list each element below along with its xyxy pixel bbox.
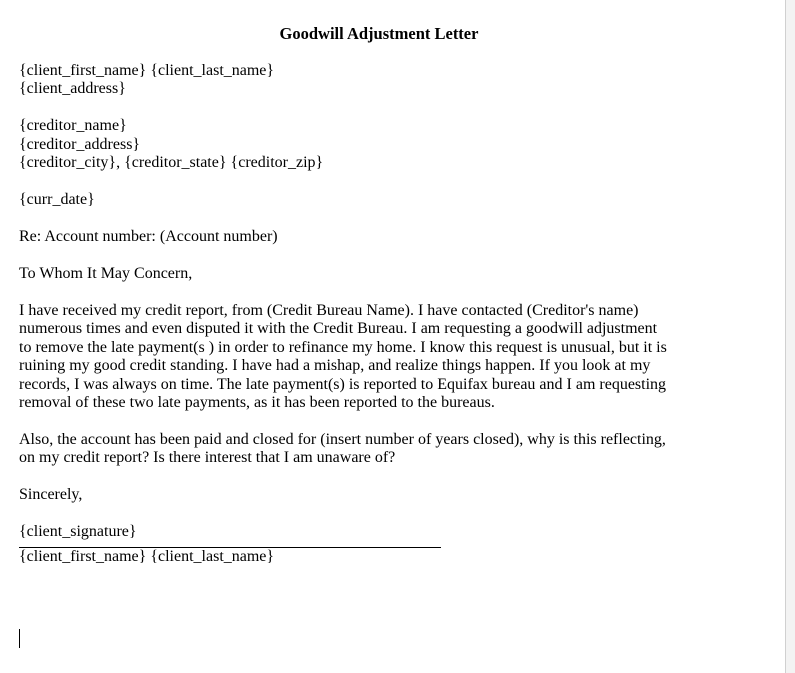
creditor-name-line: {creditor_name}	[19, 117, 127, 135]
paragraph1-line: numerous times and even disputed it with the Credit Bureau. I am requesting a goodwill adjustment	[19, 320, 658, 338]
text-cursor	[19, 629, 20, 648]
date-line: {curr_date}	[19, 191, 95, 209]
paragraph1-line: records, I was always on time. The late payment(s) is reported to Equifax bureau and I am requesting	[19, 375, 667, 393]
client-address-line: {client_address}	[19, 80, 126, 98]
blank-line	[19, 99, 749, 118]
document-title: Goodwill Adjustment Letter	[279, 24, 479, 43]
paragraph1-line: removal of these two late payments, as it has been reported to the bureaus.	[19, 394, 495, 412]
letter-body[interactable]	[19, 62, 749, 566]
blank-line	[19, 412, 749, 431]
blank-line	[19, 247, 749, 266]
salutation-line: To Whom It May Concern,	[19, 265, 193, 283]
paragraph2-line: Also, the account has been paid and closed for (insert number of years closed), why is this reflecting,	[19, 431, 666, 449]
paragraph1-line: to remove the late payment(s ) in order to refinance my home. I know this request is unusual, but it is	[19, 338, 667, 356]
closing-line: Sincerely,	[19, 486, 83, 504]
blank-line	[19, 505, 749, 524]
re-line: Re: Account number: (Account number)	[19, 228, 278, 246]
paragraph1-line: ruining my good credit standing. I have had a mishap, and realize things happen. If you look at my	[19, 357, 651, 375]
signer-name-line: {client_first_name} {client_last_name}	[19, 547, 275, 565]
creditor-city-line: {creditor_city}, {creditor_state} {creditor_zip}	[19, 154, 324, 172]
signature-placeholder: {client_signature}	[19, 523, 137, 541]
creditor-address-line: {creditor_address}	[19, 135, 141, 153]
blank-line	[19, 210, 749, 229]
blank-line	[19, 173, 749, 192]
blank-line	[19, 284, 749, 303]
blank-line	[19, 468, 749, 487]
client-name-line: {client_first_name} {client_last_name}	[19, 62, 275, 79]
paragraph2-line: on my credit report? Is there interest that I am unaware of?	[19, 449, 396, 467]
right-gutter	[786, 0, 795, 673]
paragraph1-line: I have received my credit report, from (Credit Bureau Name). I have contacted (Creditor's name)	[19, 302, 639, 320]
